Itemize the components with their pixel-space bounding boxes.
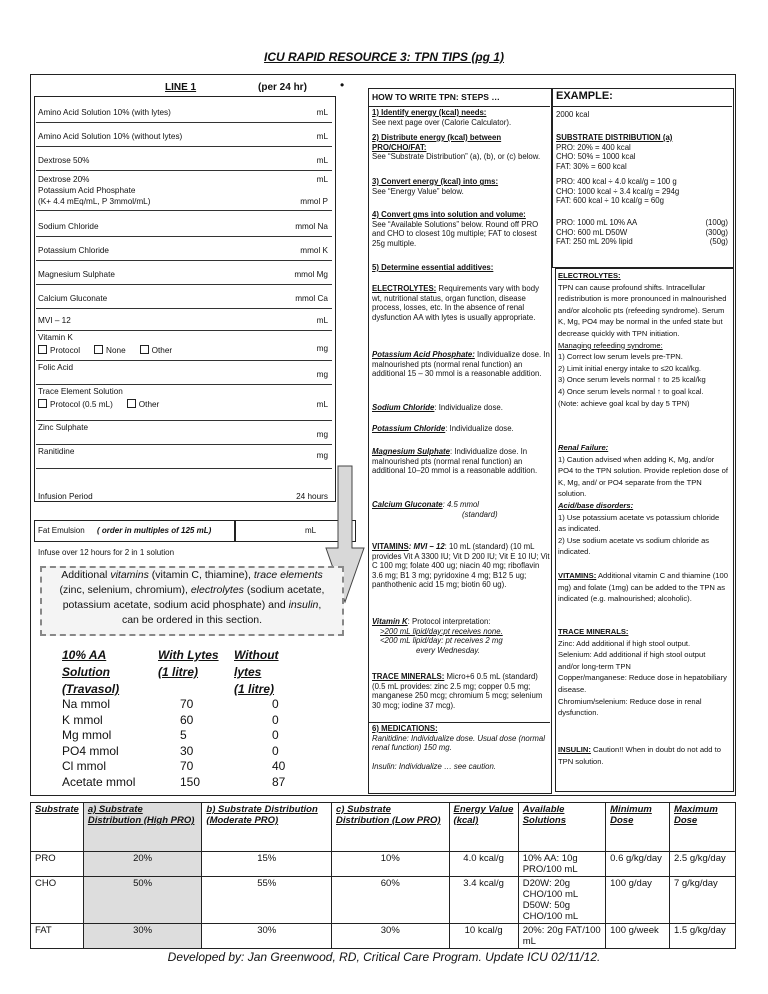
fat-note: ( order in multiples of 125 mL) (97, 526, 212, 535)
order-row[interactable] (36, 172, 332, 186)
example-line: CHO: 50% = 1000 kcal (556, 152, 636, 162)
cell-text: 30% (380, 925, 400, 936)
table-cell (606, 924, 670, 949)
example-header: EXAMPLE: (556, 90, 613, 102)
step-1: 1) Identify energy (kcal) needs: See next page over (Calorie Calculator). (372, 108, 512, 127)
table-cell (518, 852, 605, 877)
divider (552, 106, 732, 107)
cell-text: 30% (133, 925, 153, 936)
with-lytes-value: 70 (180, 697, 194, 711)
table-cell (449, 852, 518, 877)
cell-text: 2.5 g/kg/day (673, 853, 726, 864)
without-lytes-value: 40 (272, 759, 286, 773)
cell-text: 1.5 g/kg/day (673, 925, 726, 936)
table-cell (83, 877, 202, 924)
order-row[interactable] (36, 124, 332, 147)
order-row[interactable] (36, 360, 332, 385)
fat-label-box (34, 520, 236, 542)
table-header: b) Substrate Distribution (Moderate PRO) (202, 803, 332, 852)
order-row[interactable] (36, 186, 332, 211)
checkbox-label: Protocol (0.5 mL) (50, 400, 113, 409)
example-kcal: 2000 kcal (556, 110, 590, 119)
checkbox[interactable] (94, 345, 103, 354)
order-row[interactable] (36, 286, 332, 309)
fat-label: Fat Emulsion (38, 526, 85, 535)
cell-text: 10% AA: 10g PRO/100 mL (522, 853, 578, 875)
step-2: 2) Distribute energy (kcal) between PRO/CHO/FAT: See “Substrate Distribution” (a), (b), or (c) below. (372, 133, 541, 162)
order-label: Dextrose 20% (38, 175, 90, 184)
checkbox-label: Protocol (50, 346, 81, 355)
table-cell (31, 924, 84, 949)
table-cell (518, 877, 605, 924)
example-line (556, 228, 732, 238)
table-cell (332, 877, 450, 924)
solution: CHO: 600 mL D50W (556, 227, 628, 237)
line1-label: LINE 1 (165, 82, 197, 93)
note-vitamins: VITAMINS: Additional vitamin C and thiamine (100 mg) and folate (1mg) can be added to the TPN as indicated (e.g. malnourished; alcoholic). (558, 571, 728, 604)
example-line: FAT: 30% = 600 kcal (556, 161, 627, 171)
step-6: 6) MEDICATIONS: Ranitidine: Individualize dose. Usual dose (normal renal function) 150 mg. Insulin: Individualize … see caution. (372, 724, 545, 772)
step-5-electrolytes: ELECTROLYTES: Requirements vary with body wt, nutritional status, organ function, disease process, losses, etc. In the absence of renal dysfunction AA with lytes is usually appropriate. (372, 284, 539, 322)
order-sublabel: (K+ 4.4 mEq/mL, P 3mmol/mL) (38, 197, 151, 206)
step-5-nacl: Sodium Chloride: Individualize dose. (372, 403, 503, 412)
order-row[interactable] (36, 214, 332, 237)
table-header: Available Solutions (518, 803, 605, 852)
order-label: Potassium Acid Phosphate (38, 186, 136, 195)
without-lytes-value: 0 (272, 697, 279, 711)
example-line: 1) Correct low serum levels pre-TPN. (558, 352, 683, 362)
cell-text: 50% (133, 878, 153, 889)
order-label: Calcium Gluconate (38, 294, 108, 303)
table-cell (83, 852, 202, 877)
note-electrolytes: ELECTROLYTES: TPN can cause profound shifts. Intracellular redistribution is more pronounced in malnourished and/or alcoholic pts (refeeding syndrome). Serum K, Mg, PO4 may be normal in the unfed state but decrease quickly with TPN initiation. Managing refeeding syndrome: 1) Correct low serum levels pre-TPN. 2) Limit initial energy intake to ≤20 kcal/kg. 3) Once serum levels normal ↑ to 25 kcal/kg 4) Once serum levels normal ↑ to goal kcal. (Note: achieve goal kcal by day 5 TPN) (558, 271, 727, 408)
order-unit: 24 hours (296, 492, 328, 501)
order-unit: mL (316, 108, 328, 117)
without-lytes-value: 0 (272, 712, 279, 727)
order-unit: mL (316, 132, 328, 141)
order-label: Vitamin K (38, 333, 73, 342)
order-row[interactable] (36, 420, 332, 445)
example-line: 4) Once serum levels normal ↑ to goal kcal. (558, 386, 704, 396)
order-label: Dextrose 50% (38, 156, 90, 165)
order-row[interactable] (36, 330, 332, 361)
order-unit: mg (316, 430, 328, 439)
cell-text: 10% (380, 853, 400, 864)
table-cell (31, 852, 84, 877)
table-row (31, 877, 736, 924)
order-row[interactable] (36, 308, 332, 331)
table-cell (332, 852, 450, 877)
nutrient: Cl mmol (62, 759, 106, 773)
step-5-pap: Potassium Acid Phosphate: Individualize dose. In malnourished pts (normal renal function) an additional 15 – 30 mmol is a reasonable addition. (372, 350, 550, 379)
order-unit: mL (316, 175, 328, 184)
bullet: • (340, 78, 345, 92)
order-row[interactable] (36, 262, 332, 285)
cell-text: 4.0 kcal/g (463, 853, 504, 864)
example-line: 3) Once serum levels normal ↑ to 25 kcal/kg (558, 375, 706, 385)
example-line: (Note: achieve goal kcal by day 5 TPN) (558, 398, 690, 408)
order-options (38, 399, 173, 409)
cell-text: 10 kcal/g (464, 925, 503, 936)
without-lytes-value: 87 (272, 774, 286, 789)
with-lytes-value: 150 (180, 774, 201, 789)
example-line: 2) Use sodium acetate vs sodium chloride as indicated. (558, 535, 710, 557)
steps-header: HOW TO WRITE TPN: STEPS … (372, 92, 500, 102)
cell-text: 60% (380, 878, 400, 889)
footer: Developed by: Jan Greenwood, RD, Critical Care Program. Update ICU 02/11/12. (167, 950, 601, 964)
checkbox-label: None (106, 346, 126, 355)
step-5-trace: TRACE MINERALS: Micro+6 0.5 mL (standard) (0.5 mL provides: zinc 2.5 mg; copper 0.5 mg; manganese 250 mcg; chromium 5 mcg; selenium 30 mcg; iodine 37 mcg). (372, 672, 543, 710)
example-line (556, 237, 732, 247)
cell-text: 55% (257, 878, 277, 889)
travasol-row (62, 713, 302, 729)
step-5-vitk: Vitamin K: Protocol interpretation: >200 mL lipid/day:pt receives none. <200 mL lipid/day: pt receives 2 mg every Wednesday. (372, 617, 503, 655)
order-label: Trace Element Solution (38, 387, 123, 396)
step-5-vitamins: VITAMINS: MVI – 12: 10 mL (standard) (10 mL provides Vit A 3300 IU; Vit D 200 IU; Vit E 10 IU; Vit C 100 mg; folate 400 ug; niacin 40 mg; riboflavin 3.6 mg; B1 3 mg; pyridoxine 4 mg; B12 5 ug; panthothenic acid 15 mg; biotin 60 ug). (372, 542, 550, 590)
step-3: 3) Convert energy (kcal) into gms: See “Energy Value” below. (372, 177, 499, 196)
solution: PRO: 1000 mL 10% AA (556, 218, 638, 227)
solution: FAT: 250 mL 20% lipid (556, 237, 633, 247)
table-cell (606, 877, 670, 924)
order-unit: mg (316, 451, 328, 460)
nutrient: PO4 mmol (62, 743, 119, 758)
order-row[interactable] (36, 384, 332, 421)
table-cell (202, 852, 332, 877)
example-line: Zinc: Add additional if high stool output. (558, 638, 691, 648)
example-line (556, 218, 732, 228)
fat-unit: mL (305, 526, 317, 535)
grams: (100g) (705, 218, 728, 227)
example-line: PRO: 20% = 400 kcal (556, 142, 631, 152)
table-cell (669, 852, 735, 877)
order-row[interactable] (36, 100, 332, 123)
cell-text: D50W: 50g CHO/100 mL (522, 900, 579, 922)
cell-text: 30% (257, 925, 277, 936)
example-line: 1) Use potassium acetate vs potassium chloride as indicated. (558, 512, 720, 534)
cell-text: 100 g/day (610, 878, 652, 889)
step-5-kcl: Potassium Chloride: Individualize dose. (372, 424, 514, 433)
example-line: Selenium: Add additional if high stool output and/or long-term TPN (558, 650, 706, 671)
table-row (31, 852, 736, 877)
order-label: Amino Acid Solution 10% (without lytes) (38, 132, 183, 141)
table-header: Energy Value (kcal) (449, 803, 518, 852)
cell-text: 20% (133, 853, 153, 864)
example-convert (556, 177, 732, 206)
order-row[interactable] (36, 238, 332, 261)
nutrient: Na mmol (62, 697, 111, 711)
table-header: Maximum Dose (669, 803, 735, 852)
checkbox[interactable] (140, 345, 149, 354)
table-header: Substrate (31, 803, 84, 852)
example-line: Chromium/selenium: Reduce dose in renal dysfunction. (558, 696, 702, 718)
order-unit: mg (316, 344, 328, 353)
order-label: Ranitidine (38, 447, 75, 456)
additional-box: Additional vitamins (vitamin C, thiamine), trace elements (zinc, selenium, chromium), electrolytes (sodium acetate, potassium acetate, sodium acid phosphate) and insulin, can be ordered in this section. (40, 566, 344, 636)
table-cell (669, 924, 735, 949)
with-lytes-value: 70 (180, 759, 194, 773)
cell-text: 0.6 g/kg/day (610, 853, 662, 864)
order-options (38, 345, 186, 355)
table-cell (31, 877, 84, 924)
cell-text: FAT (35, 925, 52, 936)
infuse-note: Infuse over 12 hours for 2 in 1 solution (38, 548, 175, 557)
checkbox[interactable] (127, 399, 136, 408)
with-lytes-value: 30 (180, 743, 194, 758)
step-5-ca: Calcium Gluconate: 4.5 mmol (standard) (372, 500, 498, 519)
grams: (300g) (705, 227, 728, 237)
checkbox[interactable] (38, 399, 47, 408)
table-cell (518, 924, 605, 949)
table-cell (606, 852, 670, 877)
example-sd: SUBSTRATE DISTRIBUTION (a) PRO: 20% = 400 kcal CHO: 50% = 1000 kcal FAT: 30% = 600 kcal (556, 133, 732, 171)
order-unit: mmol P (300, 197, 328, 206)
cell-text: 20%: 20g FAT/100 mL (522, 925, 601, 947)
divider (368, 722, 550, 723)
divider (368, 106, 550, 107)
grams: (50g) (709, 237, 728, 247)
example-line: PRO: 400 kcal ÷ 4.0 kcal/g = 100 g (556, 177, 677, 186)
nutrient: Mg mmol (62, 728, 112, 742)
table-header: Minimum Dose (606, 803, 670, 852)
with-lytes-value: 60 (180, 712, 194, 727)
example-solutions (556, 218, 732, 247)
travasol-row (62, 728, 302, 744)
order-unit: mmol Na (295, 222, 328, 231)
order-unit: mL (316, 316, 328, 325)
cell-text: 7 g/kg/day (673, 878, 718, 889)
nutrient: Acetate mmol (62, 774, 136, 789)
order-unit: mmol Ca (295, 294, 328, 303)
nutrient: K mmol (62, 712, 103, 727)
cell-text: CHO (35, 878, 57, 889)
cell-text: 15% (257, 853, 277, 864)
checkbox-label: Other (138, 400, 160, 409)
order-row[interactable] (36, 148, 332, 171)
order-unit: mmol K (300, 246, 328, 255)
example-line: Copper/manganese: Reduce dose in hepatobiliary disease. (558, 673, 727, 694)
example-line: CHO: 1000 kcal ÷ 3.4 kcal/g = 294g (556, 186, 680, 196)
table-cell (83, 924, 202, 949)
table-cell (202, 877, 332, 924)
order-unit: mg (316, 370, 328, 379)
step-4: 4) Convert gms into solution and volume: See “Available Solutions” below. Round off PRO and CHO to closest 10g multiple; FAT to closest 25g multiple. (372, 210, 539, 248)
without-lytes-value: 0 (272, 728, 279, 742)
table-cell (449, 877, 518, 924)
order-label: MVI – 12 (38, 316, 71, 325)
cell-text: D20W: 20g CHO/100 mL (522, 878, 579, 900)
line1-per: (per 24 hr) (258, 82, 307, 93)
cell-text: 3.4 kcal/g (463, 878, 504, 889)
without-lytes-value: 0 (272, 743, 279, 758)
table-header: a) Substrate Distribution (High PRO) (83, 803, 202, 852)
travasol-row (62, 775, 302, 791)
table-header: c) Substrate Distribution (Low PRO) (332, 803, 450, 852)
table-cell (332, 924, 450, 949)
cell-text: 100 g/week (610, 925, 659, 936)
table-cell (669, 877, 735, 924)
order-label: Folic Acid (38, 363, 74, 372)
order-label: Sodium Chloride (38, 222, 99, 231)
note-renal: Renal Failure: 1) Caution advised when adding K, Mg, and/or PO4 to the TPN solution. Provide repletion dose of K, Mg, and/ or PO4 separate from the TPN solution. Acid/base disorders: 1) Use potassium acetate vs potassium chloride as indicated. 2) Use sodium acetate vs sodium chloride as indicated. (558, 443, 728, 557)
note-trace: TRACE MINERALS: Zinc: Add additional if high stool output. Selenium: Add additional if high stool output and/or long-term TPN Copper/manganese: Reduce dose in hepatobiliary disease. Chromium/selenium: Reduce dose in renal dysfunction. (558, 627, 727, 718)
travasol-row (62, 697, 302, 713)
travasol-row (62, 744, 302, 760)
cell-text: PRO (35, 853, 56, 864)
page-title: ICU RAPID RESOURCE 3: TPN TIPS (pg 1) (263, 50, 505, 64)
example-line: FAT: 600 kcal ÷ 10 kcal/g = 60g (556, 196, 664, 206)
table-cell (449, 924, 518, 949)
example-line: 2) Limit initial energy intake to ≤20 kcal/kg. (558, 363, 702, 373)
order-label: Zinc Sulphate (38, 423, 89, 432)
order-label: Amino Acid Solution 10% (with lytes) (38, 108, 171, 117)
checkbox-label: Other (151, 346, 173, 355)
travasol-row (62, 759, 302, 775)
step-5-mg: Magnesium Sulphate: Individualize dose. In malnourished pts (normal renal function) an additional 10–20 mmol is a reasonable addition. (372, 447, 538, 476)
order-label: Infusion Period (38, 492, 93, 501)
order-unit: mmol Mg (294, 270, 328, 279)
checkbox[interactable] (38, 345, 47, 354)
order-label: Potassium Chloride (38, 246, 109, 255)
order-unit: mL (316, 156, 328, 165)
step-5: 5) Determine essential additives: (372, 263, 494, 272)
order-row[interactable] (36, 488, 332, 502)
substrate-table (30, 802, 736, 949)
note-insulin: INSULIN: Caution!! When in doubt do not add to TPN solution. (558, 745, 721, 766)
table-row (31, 924, 736, 949)
order-label: Magnesium Sulphate (38, 270, 115, 279)
table-cell (202, 924, 332, 949)
with-lytes-value: 5 (180, 728, 187, 742)
order-unit: mL (316, 400, 328, 409)
order-row[interactable] (36, 444, 332, 469)
